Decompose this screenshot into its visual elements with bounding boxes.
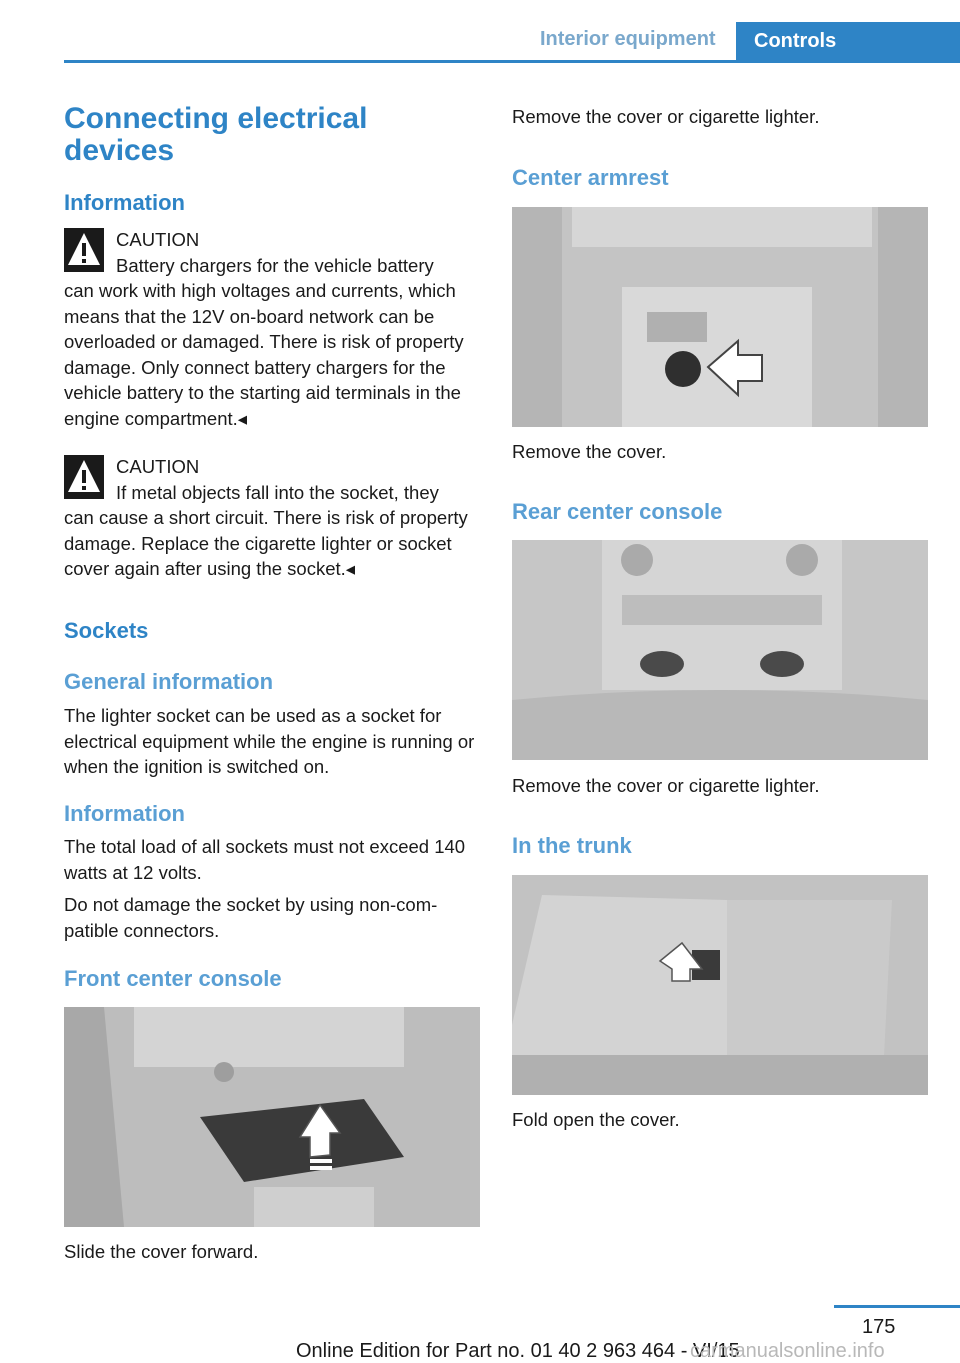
caution-text: can cause a short circuit. There is risk of property damage. Replace the cigarette lighter or socket cover again after using the socket.◂ (64, 507, 468, 579)
caution-block-1 (64, 227, 480, 431)
rear-center-console-caption: Remove the cover or cigarette lighter. (512, 775, 820, 796)
page-number: 175 (862, 1316, 896, 1338)
page-title: Connecting electrical devices (64, 102, 368, 167)
front-center-console-caption: Slide the cover forward. (64, 1241, 259, 1262)
watermark: carmanualsonline.info (690, 1340, 885, 1362)
information-subheading: Information (64, 801, 185, 826)
caution-block-2 (64, 454, 480, 582)
rear-center-console-heading: Rear center console (512, 499, 723, 524)
general-information-text: The lighter socket can be used as a socket for electrical equipment while the engine is running or when the ignition is switched on. (64, 705, 475, 777)
information-heading: Information (64, 190, 185, 215)
sockets-heading: Sockets (64, 618, 149, 643)
center-armrest-caption: Remove the cover. (512, 441, 667, 462)
in-the-trunk-illustration (512, 875, 928, 1095)
center-armrest-illustration (512, 207, 928, 427)
caution-text-first-line: If metal objects fall into the socket, they (116, 481, 439, 503)
in-the-trunk-heading: In the trunk (512, 833, 632, 858)
header-rule (64, 60, 960, 63)
caution-text: can work with high voltages and currents, which means that the 12V on-board network can be overloaded or damaged. There is risk of property damage. Only connect battery chargers for the vehicle battery to the starting aid terminals in the engine compartment.◂ (64, 280, 464, 429)
center-armrest-heading: Center armrest (512, 165, 669, 190)
rear-center-console-illustration (512, 540, 928, 760)
front-center-console-heading: Front center console (64, 966, 282, 991)
caution-text-first-line: Battery chargers for the vehicle battery (116, 254, 434, 276)
tab-controls: Controls (736, 22, 960, 63)
intro-text: Remove the cover or cigarette lighter. (512, 106, 820, 127)
caution-label: CAUTION (116, 229, 200, 250)
breadcrumb-section: Interior equipment (540, 28, 716, 50)
front-center-console-illustration (64, 1007, 480, 1227)
edition-line: Online Edition for Part no. 01 40 2 963 464 - VI/15 (296, 1340, 740, 1362)
general-information-heading: General information (64, 669, 274, 694)
load-limit-text: The total load of all sockets must not exceed 140 watts at 12 volts. (64, 836, 466, 883)
footer-rule (834, 1305, 960, 1308)
caution-label: CAUTION (116, 456, 200, 477)
in-the-trunk-caption: Fold open the cover. (512, 1109, 680, 1130)
connector-warning-text: Do not damage the socket by using non-compatible connectors. (64, 894, 438, 941)
